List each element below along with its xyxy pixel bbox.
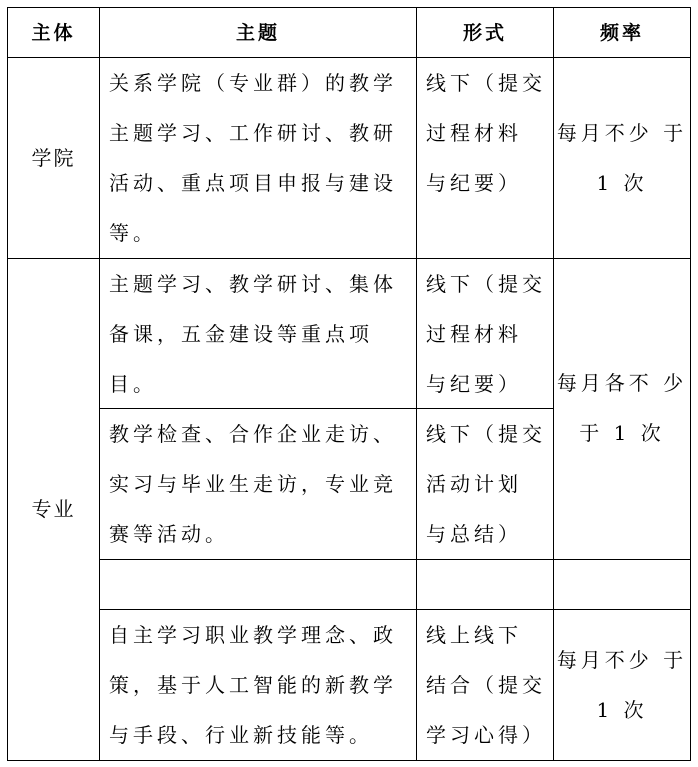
header-topic: 主题 [235, 22, 280, 44]
major-item-1-topic: 主题学习、教学研讨、集体 备课，五金建设等重点项目。 [109, 272, 397, 396]
major-item-2-format: 线下（提交 活动计划 与总结） [426, 422, 546, 546]
college-format: 线下（提交 过程材料 与纪要） [426, 71, 546, 195]
major-subject: 专业 [31, 497, 76, 521]
major-last-frequency: 每月不少 于 1 次 [556, 648, 688, 722]
table-border-left [7, 7, 8, 761]
major-item-3-format: 线上线下 结合（提交 学习心得） [426, 623, 546, 747]
major-item-3-topic: 自主学习职业教学理念、政 策，基于人工智能的新教学 与手段、行业新技能等。 [109, 623, 397, 747]
header-frequency: 频率 [599, 22, 644, 44]
header-subject: 主体 [31, 22, 76, 44]
college-frequency: 每月不少 于 1 次 [556, 121, 688, 195]
college-topic: 关系学院（专业群）的教学 主题学习、工作研讨、教研 活动、重点项目申报与建设 等。 [109, 71, 397, 245]
table-border-right [690, 7, 691, 761]
major-shared-frequency: 每月各不 少于 1 次 [556, 371, 688, 445]
table-border-bottom [7, 760, 691, 761]
major-item-2-topic: 教学检查、合作企业走访、 实习与毕业生走访，专业竞 赛等活动。 [109, 422, 397, 546]
major-row2-divider [99, 559, 691, 560]
major-item-1-format: 线下（提交 过程材料 与纪要） [426, 272, 546, 396]
college-subject: 学院 [31, 146, 76, 170]
header-format: 形式 [462, 22, 507, 44]
